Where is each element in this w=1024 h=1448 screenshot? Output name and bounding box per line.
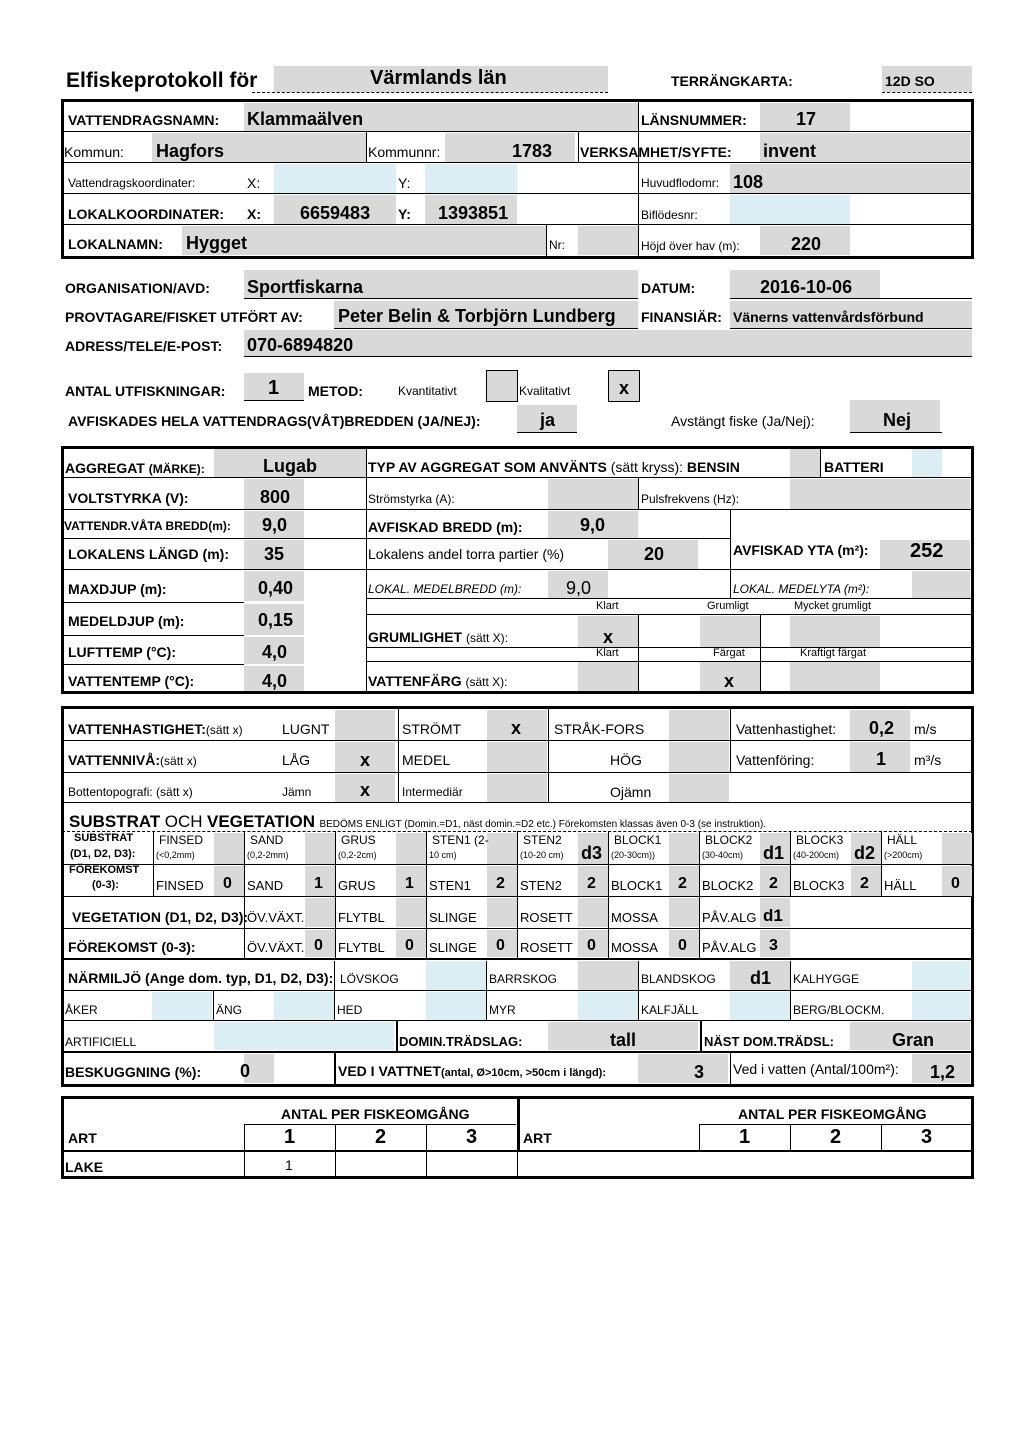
map-label: TERRÄNGKARTA: xyxy=(671,73,793,89)
vegetation-dom-cell xyxy=(578,898,608,927)
substrate-col-name: GRUS xyxy=(341,833,376,847)
vegetation-label: VEGETATION (D1, D2, D3): xyxy=(72,909,249,925)
bog-label: MYR xyxy=(489,1003,516,1017)
run-1-header-right: 1 xyxy=(739,1126,751,1148)
pulse-label: Pulsfrekvens (Hz): xyxy=(641,492,740,506)
topo-uneven-label: Ojämn xyxy=(610,784,652,800)
method-label: METOD: xyxy=(308,383,363,399)
mean-area-label: LOKAL. MEDELYTA (m²): xyxy=(733,582,870,596)
colour-opt-coloured: Färgat xyxy=(713,647,745,659)
dry-share-value[interactable]: 20 xyxy=(644,544,665,564)
substrate-occ-value[interactable]: 2 xyxy=(860,875,869,892)
substrate-occ-label: HÄLL xyxy=(884,878,917,893)
vegetation-col-name: ROSETT xyxy=(520,910,573,925)
catch-heading-left: ANTAL PER FISKEOMGÅNG xyxy=(281,1106,470,1122)
substrate-col-size: (0,2-2cm) xyxy=(338,850,377,860)
dry-share-label: Lokalens andel torra partier (%) xyxy=(368,546,565,562)
turbidity-label: GRUMLIGHET (sätt X): xyxy=(368,629,509,645)
funder-label: FINANSIÄR: xyxy=(641,309,722,325)
local-coord-label: LOKALKOORDINATER: xyxy=(68,206,225,222)
runs-value[interactable]: 1 xyxy=(268,377,280,399)
substrate-col-size: (<0,2mm) xyxy=(156,850,195,860)
run-3-header-right: 3 xyxy=(921,1126,933,1148)
municipality-value[interactable]: Hagfors xyxy=(156,141,225,161)
substrate-occ-label: GRUS xyxy=(338,878,376,893)
substrate-occ-label: BLOCK3 xyxy=(793,878,845,893)
substrate-dom-value[interactable]: d2 xyxy=(854,843,876,863)
bare-mountain-label: KALFJÄLL xyxy=(641,1003,699,1017)
area-label: AVFISKAD YTA (m²): xyxy=(733,542,869,558)
substrate-col-name: FINSED xyxy=(159,833,204,847)
heath-label: HED xyxy=(337,1003,363,1017)
vegetation-dom-cell xyxy=(305,898,335,927)
substrate-occ-value[interactable]: 2 xyxy=(678,875,687,892)
fished-width-value[interactable]: 9,0 xyxy=(580,515,606,535)
funder-value[interactable]: Vänerns vattenvårdsförbund xyxy=(733,309,924,325)
maxdepth-label: MAXDJUP (m): xyxy=(68,581,167,597)
topo-even-label: Jämn xyxy=(282,785,312,799)
discharge-unit: m³/s xyxy=(914,752,942,768)
substrate-occ-label: FINSED xyxy=(156,878,204,893)
map-value[interactable]: 12D SO xyxy=(885,73,935,89)
substrate-col-name: STEN2 xyxy=(523,833,562,847)
contact-label: ADRESS/TELE/E-POST: xyxy=(65,338,223,354)
unit-value[interactable]: Lugab xyxy=(263,456,317,476)
colour-opt-strong: Kraftigt färgat xyxy=(800,647,867,659)
substrate-dom-value[interactable]: d1 xyxy=(763,843,785,863)
dom-tree-value[interactable]: tall xyxy=(610,1030,637,1050)
vegetation-col-name: ÖV.VÄXT. xyxy=(247,910,305,925)
vegetation-col-divider xyxy=(244,896,245,958)
date-label: DATUM: xyxy=(641,280,696,296)
level-high-label: HÖG xyxy=(610,752,642,768)
deciduous-label: LÖVSKOG xyxy=(340,972,399,986)
substrate-occ-label: SAND xyxy=(247,878,284,893)
area-value[interactable]: 252 xyxy=(910,540,944,562)
vegetation-col-divider xyxy=(517,896,518,958)
title-underline xyxy=(252,92,608,93)
substrate-occ-label: BLOCK1 xyxy=(611,878,663,893)
vegetation-occ-value[interactable]: 3 xyxy=(769,937,778,954)
artificial-label: ARTIFICIELL xyxy=(65,1035,137,1049)
species-header-right: ART xyxy=(523,1130,552,1146)
mean-width-label: LOKAL. MEDELBREDD (m): xyxy=(368,582,522,596)
vegetation-col-name: PÅV.ALG xyxy=(702,910,757,925)
colour-opt-clear: Klart xyxy=(596,647,619,659)
vegetation-col-divider xyxy=(335,896,336,958)
vegetation-col-divider xyxy=(699,896,700,958)
substrate-dom-cell xyxy=(669,833,699,864)
topo-intermediate-label: Intermediär xyxy=(402,785,463,799)
vegetation-occ-label: ROSETT xyxy=(520,940,573,955)
municipality-label: Kommun: xyxy=(64,144,124,160)
substrate-col-size: (0,2-2mm) xyxy=(247,850,289,860)
mixed-label: BLANDSKOG xyxy=(641,972,716,986)
substrate-col-name: SAND xyxy=(250,833,284,847)
vegetation-occ-value[interactable]: 0 xyxy=(314,937,323,954)
current-speed-mark[interactable]: x xyxy=(511,718,522,738)
level-low-mark[interactable]: x xyxy=(360,750,371,770)
county-no-label: LÄNSNUMMER: xyxy=(641,112,747,128)
county-value[interactable]: Värmlands län xyxy=(370,67,507,89)
purpose-label: VERKSAMHET/SYFTE: xyxy=(580,144,732,160)
watertemp-value[interactable]: 4,0 xyxy=(262,671,288,691)
full-width-value[interactable]: ja xyxy=(540,410,556,430)
wc-x-label: X: xyxy=(247,175,261,191)
airtemp-label: LUFTTEMP (°C): xyxy=(68,644,176,660)
discharge-value[interactable]: 1 xyxy=(876,749,887,769)
vegetation-col-divider xyxy=(426,896,427,958)
wc-coord-label: Vattendragskoordinater: xyxy=(68,176,196,190)
substrate-dom-cell xyxy=(305,833,335,864)
vegetation-occ-label: ÖV.VÄXT. xyxy=(247,940,305,955)
level-mid-label: MEDEL xyxy=(402,752,451,768)
substrate-occ-value[interactable]: 0 xyxy=(223,875,232,892)
meandepth-value[interactable]: 0,15 xyxy=(258,610,294,630)
substrate-col-size: (10-20 cm) xyxy=(520,850,564,860)
substrate-col-name: BLOCK2 xyxy=(705,833,753,847)
nr-label: Nr: xyxy=(549,238,565,252)
speed-value-label: Vattenhastighet: xyxy=(736,721,837,737)
substrate-dom-cell xyxy=(214,833,244,864)
substrate-col-size: (20-30cm)) xyxy=(611,850,656,860)
maxdepth-value[interactable]: 0,40 xyxy=(258,578,294,598)
vegetation-occ-label: MOSSA xyxy=(611,940,658,955)
mixed-value[interactable]: d1 xyxy=(750,968,772,988)
run-2-header-right: 2 xyxy=(830,1126,842,1148)
shade-label: BESKUGGNING (%): xyxy=(65,1064,202,1080)
vegetation-occ-label: PÅV.ALG xyxy=(702,940,757,955)
turbidity-opt-turbid: Grumligt xyxy=(707,600,749,612)
vegetation-dom-cell xyxy=(487,898,517,927)
voltage-value[interactable]: 800 xyxy=(260,487,291,507)
wood-count[interactable]: 3 xyxy=(694,1062,705,1082)
wc-y-label: Y: xyxy=(398,175,411,191)
shade-value[interactable]: 0 xyxy=(240,1061,251,1081)
discharge-label: Vattenföring: xyxy=(736,752,815,768)
unit-label: AGGREGAT (MÄRKE): xyxy=(65,460,205,476)
local-y-label: Y: xyxy=(398,206,411,222)
occurrence-row-label-2: (0-3): xyxy=(92,879,119,891)
vegetation-occ-label: FLYTBL xyxy=(338,940,385,955)
mean-width-value[interactable]: 9,0 xyxy=(566,578,592,598)
occurrence-row-label: FÖREKOMST xyxy=(69,864,140,876)
current-label: Strömstyrka (A): xyxy=(368,492,455,506)
qual-label: Kvalitativt xyxy=(519,384,571,398)
dom-tree-label: DOMIN.TRÄDSLAG: xyxy=(399,1034,523,1049)
battery-label: BATTERI xyxy=(824,459,884,475)
date-value[interactable]: 2016-10-06 xyxy=(760,277,853,297)
species-header-left: ART xyxy=(68,1130,97,1146)
level-low-label: LÅG xyxy=(282,752,311,768)
substrate-col-name: HÄLL xyxy=(887,833,918,847)
topo-label: Bottentopografi: (sätt x) xyxy=(68,785,193,799)
local-name-label: LOKALNAMN: xyxy=(68,236,163,252)
colour-mark[interactable]: x xyxy=(724,671,735,691)
next-tree-label: NÄST DOM.TRÄDSL: xyxy=(704,1034,834,1049)
substrate-occ-label: STEN2 xyxy=(520,878,562,893)
meadow-label: ÄNG xyxy=(216,1003,243,1017)
substrate-row-label-2: (D1, D2, D3): xyxy=(70,848,136,860)
substrate-row-label: SUBSTRAT xyxy=(74,832,134,844)
watercourse-value[interactable]: Klammaälven xyxy=(247,109,364,129)
closed-value[interactable]: Nej xyxy=(883,410,912,430)
local-y-value[interactable]: 1393851 xyxy=(438,203,509,223)
substrate-dom-cell xyxy=(487,833,517,864)
watercourse-label: VATTENDRAGSNAMN: xyxy=(68,112,220,128)
substrate-dom-value[interactable]: d3 xyxy=(581,843,603,863)
altitude-label: Höjd över hav (m): xyxy=(641,239,740,253)
substrate-dom-cell xyxy=(396,833,426,864)
altitude-value[interactable]: 220 xyxy=(791,234,822,254)
substrate-occ-label: STEN1 xyxy=(429,878,471,893)
vegetation-dom-value[interactable]: d1 xyxy=(763,906,783,925)
main-basin-value[interactable]: 108 xyxy=(733,172,764,192)
vegetation-col-name: FLYTBL xyxy=(338,910,385,925)
vegetation-col-name: MOSSA xyxy=(611,910,658,925)
org-value[interactable]: Sportfiskarna xyxy=(247,277,364,297)
length-label: LOKALENS LÄNGD (m): xyxy=(68,546,229,562)
substrate-col-name: BLOCK3 xyxy=(796,833,844,847)
substrate-occ-value[interactable]: 2 xyxy=(769,875,778,892)
full-width-label: AVFISKADES HELA VATTENDRAGS(VÅT)BREDDEN (JA/NEJ): xyxy=(68,413,481,429)
substrate-heading: SUBSTRAT OCH VEGETATION BEDÖMS ENLIGT (Domin.=D1, näst domin.=D2 etc.) Förekomsten klassas även 0-3 (se instruktion). xyxy=(69,812,767,831)
vegetation-col-divider xyxy=(608,896,609,958)
run-2-header: 2 xyxy=(375,1126,387,1148)
quant-label: Kvantitativt xyxy=(398,384,457,398)
org-label: ORGANISATION/AVD: xyxy=(65,280,210,296)
vegetation-occ-label: SLINGE xyxy=(429,940,477,955)
current-speed-label: STRÖMT xyxy=(402,721,462,737)
purpose-value[interactable]: invent xyxy=(763,141,817,161)
wood-per-value[interactable]: 1,2 xyxy=(930,1062,956,1082)
vegetation-occ-label: FÖREKOMST (0-3): xyxy=(68,939,196,955)
wood-label: VED I VATTNET(antal, Ø>10cm, >50cm i längd): xyxy=(338,1063,606,1079)
wet-width-label: VATTENDR.VÅTA BREDD(m): xyxy=(64,519,231,533)
substrate-col-size: (40-200cm) xyxy=(793,850,840,860)
turbidity-mark[interactable]: x xyxy=(603,627,614,647)
substrate-occ-value[interactable]: 2 xyxy=(587,875,596,892)
vegetation-occ-value[interactable]: 0 xyxy=(496,937,505,954)
substrate-occ-value[interactable]: 1 xyxy=(405,875,414,892)
topo-even-mark[interactable]: x xyxy=(360,780,371,800)
turbidity-opt-clear: Klart xyxy=(596,600,619,612)
vegetation-dom-cell xyxy=(396,898,426,927)
surroundings-label: NÄRMILJÖ (Ange dom. typ, D1, D2, D3): xyxy=(68,970,334,986)
substrate-occ-value[interactable]: 2 xyxy=(496,875,505,892)
speed-value[interactable]: 0,2 xyxy=(869,718,895,738)
turbidity-opt-very-turbid: Mycket grumligt xyxy=(794,600,872,612)
meandepth-label: MEDELDJUP (m): xyxy=(68,613,185,629)
speed-unit: m/s xyxy=(914,721,937,737)
tributary-label: Biflödesnr: xyxy=(641,208,698,222)
qual-mark: x xyxy=(619,378,630,398)
sampler-value[interactable]: Peter Belin & Torbjörn Lundberg xyxy=(338,306,616,326)
level-label: VATTENNIVÅ:(sätt x) xyxy=(68,752,197,768)
run-1-header: 1 xyxy=(284,1126,296,1148)
speed-label: VATTENHASTIGHET:(sätt x) xyxy=(68,721,243,737)
field-label: ÅKER xyxy=(65,1003,98,1017)
substrate-occ-label: BLOCK2 xyxy=(702,878,754,893)
vegetation-col-name: SLINGE xyxy=(429,910,477,925)
conifer-label: BARRSKOG xyxy=(489,972,558,986)
substrate-dom-cell xyxy=(942,833,972,864)
fished-width-label: AVFISKAD BREDD (m): xyxy=(368,519,523,535)
rapid-label: STRÅK-FORS xyxy=(554,721,645,737)
local-name-value[interactable]: Hygget xyxy=(186,233,248,253)
wood-per-label: Ved i vatten (Antal/100m²): xyxy=(733,1061,899,1077)
next-tree-value[interactable]: Gran xyxy=(892,1030,935,1050)
unit-type-label: TYP AV AGGREGAT SOM ANVÄNTS (sätt kryss): BENSIN xyxy=(368,459,740,475)
catch-species[interactable]: LAKE xyxy=(65,1159,104,1175)
calm-label: LUGNT xyxy=(282,721,330,737)
substrate-col-size: (>200cm) xyxy=(884,850,923,860)
substrate-col-name: BLOCK1 xyxy=(614,833,662,847)
substrate-occ-value[interactable]: 0 xyxy=(951,875,960,892)
run-3-header: 3 xyxy=(466,1126,478,1148)
vegetation-dom-cell xyxy=(669,898,699,927)
main-basin-label: Huvudflodomr: xyxy=(641,176,720,190)
quant-checkbox[interactable] xyxy=(486,370,518,402)
vegetation-occ-value[interactable]: 0 xyxy=(405,937,414,954)
vegetation-occ-value[interactable]: 0 xyxy=(678,937,687,954)
vegetation-occ-value[interactable]: 0 xyxy=(587,937,596,954)
contact-value[interactable]: 070-6894820 xyxy=(247,335,354,355)
county-no-value[interactable]: 17 xyxy=(796,109,817,129)
local-x-label: X: xyxy=(247,206,261,222)
form-title: Elfiskeprotokoll för xyxy=(66,69,258,92)
watertemp-label: VATTENTEMP (°C): xyxy=(68,673,195,689)
catch-heading-right: ANTAL PER FISKEOMGÅNG xyxy=(738,1106,927,1122)
runs-label: ANTAL UTFISKNINGAR: xyxy=(65,383,226,399)
map-underline xyxy=(882,92,972,93)
rock-label: BERG/BLOCKM. xyxy=(793,1003,885,1017)
municipality-no-label: Kommunnr: xyxy=(368,144,441,160)
length-value[interactable]: 35 xyxy=(264,544,285,564)
catch-run-1[interactable]: 1 xyxy=(285,1157,293,1173)
voltage-label: VOLTSTYRKA (V): xyxy=(68,490,189,506)
colour-label: VATTENFÄRG (sätt X): xyxy=(368,673,508,689)
closed-label: Avstängt fiske (Ja/Nej): xyxy=(671,413,815,429)
airtemp-value[interactable]: 4,0 xyxy=(262,642,288,662)
wet-width-value[interactable]: 9,0 xyxy=(262,515,288,535)
local-x-value[interactable]: 6659483 xyxy=(300,203,371,223)
municipality-no-value[interactable]: 1783 xyxy=(512,141,553,161)
substrate-col-size: 10 cm) xyxy=(429,850,457,860)
clearcut-label: KALHYGGE xyxy=(793,972,860,986)
substrate-col-size: (30-40cm) xyxy=(702,850,744,860)
sampler-label: PROVTAGARE/FISKET UTFÖRT AV: xyxy=(65,309,303,325)
substrate-occ-value[interactable]: 1 xyxy=(314,875,323,892)
substrate-col-name: STEN1 (2- xyxy=(432,833,489,847)
